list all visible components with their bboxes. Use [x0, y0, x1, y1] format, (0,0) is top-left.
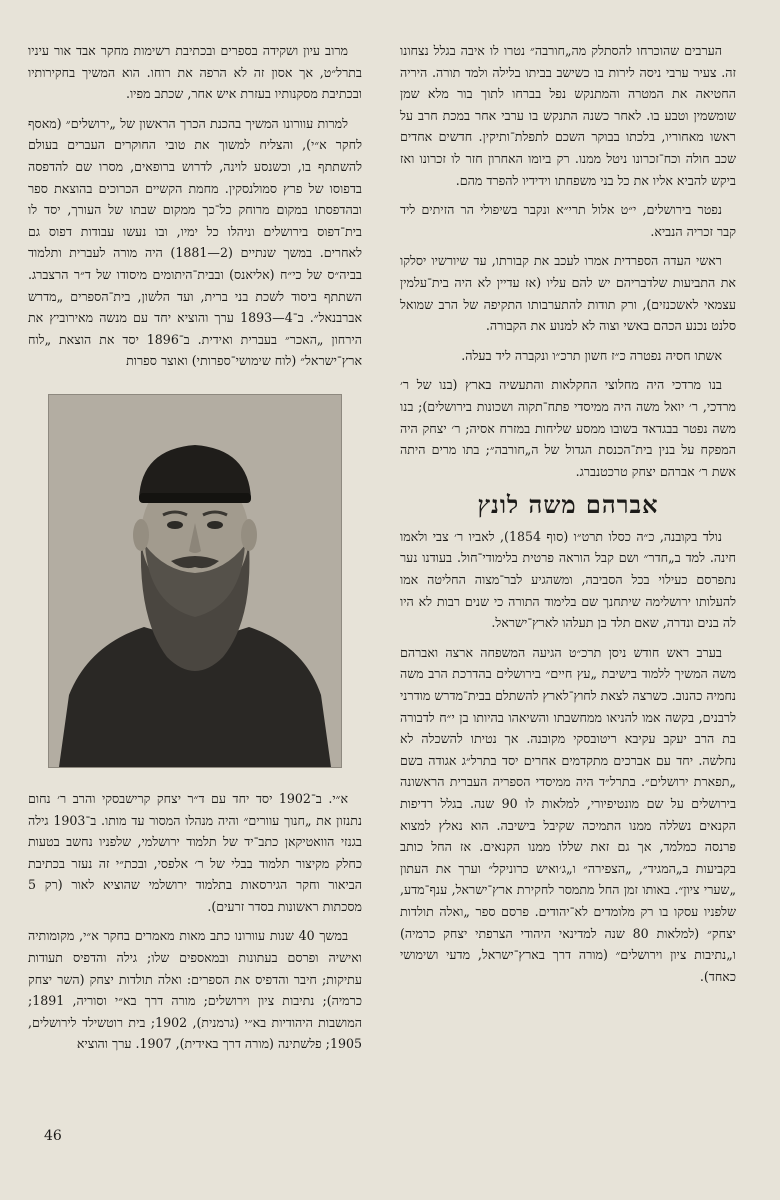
paragraph-writings: במשך 40 שנות עוורונו כתב מאות מאמרים בחקר א״י, מקומותיה ואישיה ופרסם בעתונות ובמאספים שלו; גילה והדפיס תעודות עתיקות; חיבר והדפיס את הספרים: ואלה תולדות יצחק (השר יצחק כרמיה); נתיבות ציון וירושלים; מורה דרך בא״י וסוריה, 1891; המושבות היהודיות בא״י (גרמנית), 1902; בית רוטשילד לירושלים, 1905; פלשתינה (מורה דרך באידית), 1907. ערך והוציא — [28, 928, 362, 1052]
portrait-illustration — [49, 395, 341, 767]
page-number: 46 — [44, 1128, 62, 1144]
paragraph-publishing: למרות עוורונו המשיך בהכנת הכרך הראשון של „ירושלים״ (מאסף לחקר א״י), והצליח למשוך את טובי החוקרים העברים בעולם להשתתף בו, וכשנסע לוינה, לדרוש ברופאים, מסרו שם להדפסה בדפוסו של פרץ סמולנסקין. מחמת הקשיים הכרוכים בהוצאת ספר ובהדפסתו במקום מרוחק כל־כך ממקום שבתו של העורך, יסד לו בית־דפוס בירושלים וניהלו כל ימיו, ובו נעשו עבודות דפוס גם לאחרים. במשך שנתיים (2—1881) היה מורה לעברית ותלמוד בביה״ס של כי״ח (אליאנס) ובבית־היתומים מיסודו של ד״ר הרצברג. השתתף ביסוד לשכת בני ברית, ועד הלשון, בית־הספרים „מדרש אברבנאל״. ב־4—1893 ערך והוציא יחד עם מנשה מאירוביץ את הירחון „האכר״ בעברית ואידית. ב־1896 יסד את הוצאת „לוח ארץ־ישראל״ (לוח שימושי־ספרותי) ואוצר ספרות — [28, 115, 362, 369]
paragraph-blindness: מרוב עיון ושקידה בספרים ובכתיבת רשימות מחקר אבד אור עיניו בתרל״ט, אך אסון זה לא הרפה את רוחו. הוא המשיך בחקירותיו ובכתיבת מסקנותיו בעזרת איש אחר, שכתב מפיו. — [28, 43, 362, 102]
paragraph-jerusalem-years: בערב ראש חודש ניסן תרכ״ט הגיעה המשפחה ארצה ואברהם משה המשיך ללמוד בישיבת „עץ חיים״ בירושלים בהדרכת הרב משה נחמיה כהנוב. כשרצה לצאת לחוץ־לארץ להשתלם בבית־מדרש מודרני לרבנים, בקשה אמו להניאו ממחשבתו והשיאהו בהיותו בן י״ח לדבורה בת הרב יעקב עקיבא ריטובסקי מקובנה. אך נטיתו להשכלה לא נחלשה. יחד עם אברכים מתקדמים אחרים יסד בתרל״ג אגודה בשם „תפארת ירושלים״. בתרל״ד היה ממיסדי הספריה העברית הראשונה בירושלים על שם מונטיפיורי, למלאות לו 90 שנה. בגלל רדיפות הקנאים נשללה ממנו התמיכה שקיבל בישיבה. הוא נאלץ למצוא פרנסה כמלמד, אך גם זאת שללו ממנו הקנאים. אז החל כותב בקביעות ב„המגיד״, „הצפירה״ ו„ג׳ואיש כרוניקל״ וערך את העתון „שערי ציון״. באותו זמן החל מתמסר לחקירת ארץ־ישראל, ענף־מדע, שלפניו עסקו בו רק מלומדים לא־יהודים. פרסם ספר „ואלה תולדות יצחק״ (למלאות 80 שנה למדינאי היהודי הצרפתי יצחק כרמיה) ו„נתיבות ציון וירושלים״ (מורה דרך בארץ־ישראל, מדעי ושימושי כאחד). — [400, 644, 737, 984]
paragraph-hurva-attacks: הערבים שהוכרחו להסתלק מה„חורבה״ נטרו לו איבה בגלל נצחונו זה. צעיר ערבי ניסה לירות בו כשישב בביתו בלילה ולמד תורה. היריה החטיאה את המטרה והמתנקש נפל בברחו לתוך בור מלא שמן שומשמין וטבע בו. לאחר כשנה התנקש בו ערבי אחר במכת חרב על ראשו מאחוריו, בלכתו בבוקר השכם לתפלת־ותיקין. חדשים אחדים שכב חולה וכח־זכרונו ניטל ממנו. רק ביומו האחרון חזר לו זכרונו ואז ביקש להביא אליו את כל בני משפחתו וידידיו להפרד מהם. — [400, 43, 736, 188]
paragraph-blind-school: א״י. ב־1902 יסד יחד עם ד״ר יצחק קרישבסקי והרב ר׳ נחום נתנזון את „חנוך עוורים״ והיה מנהלו המסור עד מותו. ב־1903 גילה בגנזי הוואטיקאן כתב־יד של תלמוד ירושלמי, שלפניו נחשב בטעות כחלק מקיצור תלמוד בבלי של ר׳ אלפסי, ובכת״י זה נעזר בכתיבת הביאור וחקר הגירסאות בתלמוד ירושלמי שהוציא לאור (רק 5 מסכתות ראשונות בסדר זרעים). — [28, 790, 362, 914]
paragraph-death-burial: נפטר בירושלים, י״ט אלול תרי״א ונקבר בשיפולי הר הזיתים ליד קבר זכריה הנביא. — [400, 202, 736, 239]
right-column — [400, 40, 736, 995]
paragraph-children: בנו מרדכי היה מחלוצי החקלאות והתעשיה בארץ (בנו של ר׳ מרדכי, ר׳ יואל משה היה ממיסדי פתח־תקוה ושכונות בירושלים); בנו משה נפטר בבגדאד בשובו ממסע שליחות במזרח אסיה; ר׳ יצחק היה המפקח על בנין בית־הכנסת הגדול של ה„חורבה״; בתו מרים היתה אשת ר׳ אברהם יצחק טרכטנברג. — [400, 377, 736, 479]
portrait-photo — [48, 394, 342, 768]
paragraph-birth: נולד בקובנה, כ״ה כסלו תרט״ו (סוף 1854), לאביו ר׳ צבי ולאמו חינה. למד ב„חדר״ ושם קבל הוראה פרטית בלימודי־חול. בעודנו נער נתפרסם כעילוי בכל הסביבה, ומשהגיע לבר־מצוה החליטה אמו להעלותו ירושלימה שיתחנך שם בלימוד התורה כי שנים רבות לא היו לה בנים ונדרה, שאם תלד בן תעלהו לארץ־ישראל. — [400, 528, 736, 631]
left-column — [28, 40, 362, 1063]
entry-title: אברהם משה לונץ — [477, 490, 659, 520]
paragraph-burial-dispute: ראשי העדה הספרדית אמרו לעכב את קבורתו, עד שיורשיו יסלקו את התביעות שלדבריהם יש להם עליו (אז עדיין לא היה בית־עלמין עצמאי לאשכנזים), ורק תודות להתערבותו התקיפה של הרב שמואל סלנט נכנע הכהם באשי וצוה לא למנוע את הקבורה. — [400, 253, 736, 334]
paragraph-wife: אשתו חסיה נפטרה כ״ז חשון תרכ״ו ונקברה ליד בעלה. — [461, 347, 722, 363]
